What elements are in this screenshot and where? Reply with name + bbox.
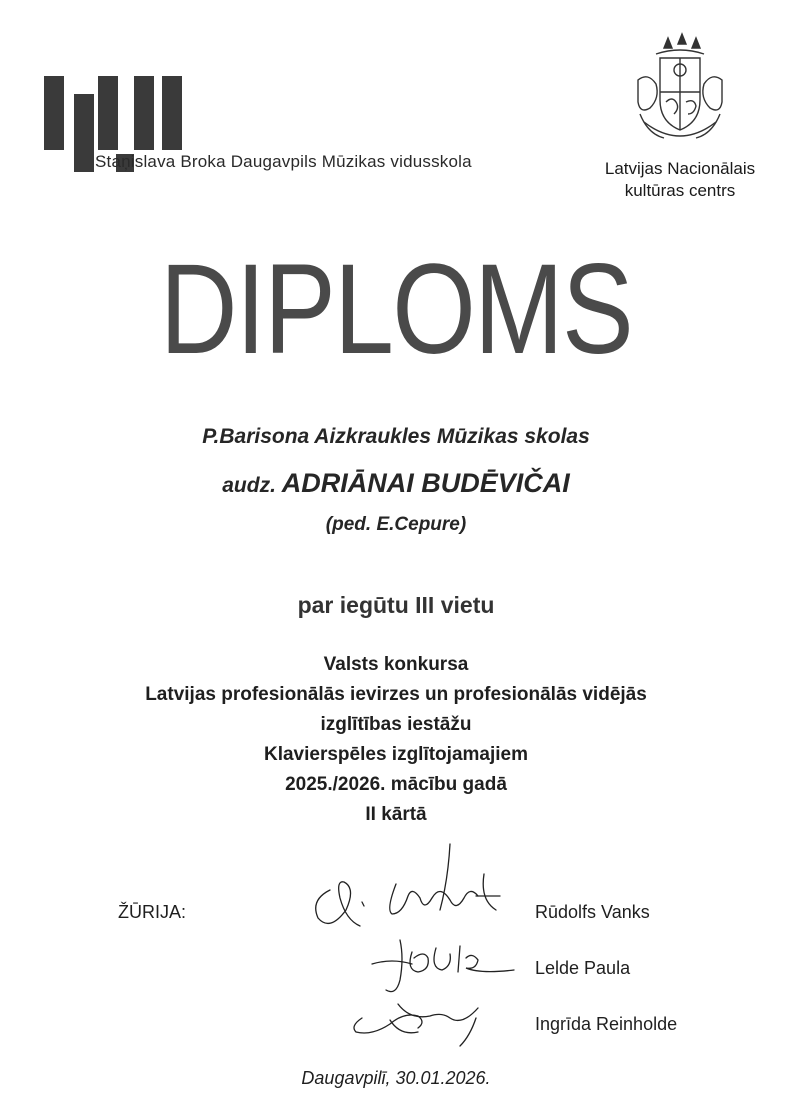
details-line: 2025./2026. mācību gadā [285, 774, 507, 795]
recipient-school: P.Barisona Aizkraukles Mūzikas skolas [202, 425, 590, 448]
jury-member-1: Rūdolfs Vanks [535, 902, 650, 922]
diploma-title: DIPLOMS [159, 238, 633, 381]
details-line: Latvijas profesionālās ievirzes un profesionālās vidējās [145, 684, 647, 705]
details-line: II kārtā [365, 804, 427, 825]
award-text: par iegūtu III vietu [297, 592, 495, 618]
jury-label: ŽŪRIJA: [118, 902, 187, 922]
culture-centre-line2: kultūras centrs [624, 181, 736, 200]
recipient-line [0, 468, 792, 499]
recipient-prefix: audz. [222, 474, 276, 497]
details-line: Klavierspēles izglītojamajiem [263, 744, 528, 765]
culture-centre-name [580, 158, 780, 202]
details-line: izglītības iestāžu [320, 714, 472, 735]
jury-member-2: Lelde Paula [535, 958, 631, 978]
recipient-name: ADRIĀNAI BUDĒVIČAI [281, 468, 570, 498]
culture-centre-line1: Latvijas Nacionālais [604, 159, 756, 178]
place-date: Daugavpilī, 30.01.2026. [301, 1068, 491, 1088]
coat-of-arms-icon [624, 30, 736, 152]
competition-details [0, 650, 792, 830]
details-line: Valsts konkursa [323, 654, 469, 675]
school-name: Staņislava Broka Daugavpils Mūzikas vidusskola [95, 152, 472, 171]
teacher-name: (ped. E.Cepure) [325, 514, 467, 535]
jury-signatures [300, 840, 540, 1050]
jury-member-3: Ingrīda Reinholde [535, 1014, 678, 1034]
